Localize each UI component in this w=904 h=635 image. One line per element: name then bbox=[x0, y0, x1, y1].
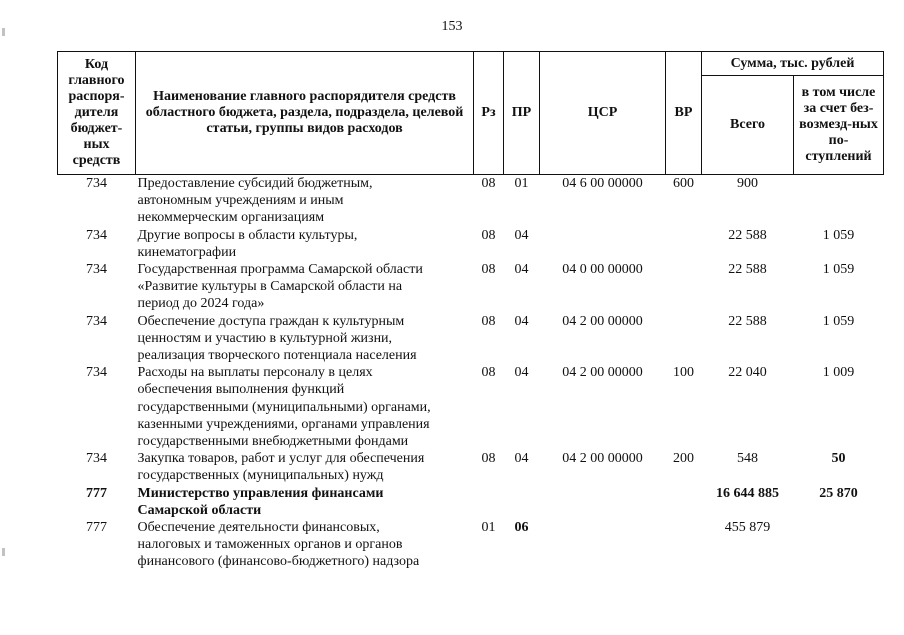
cell-rz: 08 bbox=[481, 313, 496, 329]
cell-vr bbox=[666, 261, 702, 313]
cell-total: 22 588 bbox=[728, 227, 767, 243]
cell-name: Обеспечение доступа граждан к культурным ценностям и участию в культурной жизни, реализация творческого потенциала населения bbox=[137, 313, 417, 364]
cell-pr: 04 bbox=[514, 262, 529, 278]
cell-free: 25 870 bbox=[819, 485, 858, 501]
cell-free: 1 059 bbox=[822, 313, 855, 329]
cell-code: 734 bbox=[86, 227, 107, 243]
header-total: Всего bbox=[702, 76, 794, 175]
header-pr: ПР bbox=[504, 52, 540, 175]
cell-rz: 08 bbox=[481, 176, 496, 191]
cell-total: 22 588 bbox=[728, 313, 767, 329]
cell-name: Министерство управления финансами Самарской области bbox=[137, 485, 384, 518]
cell-csr: 04 2 00 00000 bbox=[562, 451, 643, 467]
cell-name: Предоставление субсидий бюджетным, автономным учреждениям и иным некоммерческим организациям bbox=[137, 176, 373, 226]
cell-rz: 08 bbox=[481, 451, 496, 467]
cell-free: 1 009 bbox=[822, 365, 855, 381]
cell-name: Государственная программа Самарской области «Развитие культуры в Самарской области на период до 2024 года» bbox=[137, 262, 423, 312]
scan-edge-mark bbox=[2, 28, 5, 36]
cell-code: 734 bbox=[86, 176, 107, 191]
cell-total: 22 040 bbox=[728, 365, 767, 381]
cell-csr: 04 6 00 00000 bbox=[562, 176, 643, 191]
cell-rz: 01 bbox=[481, 520, 496, 536]
cell-total: 900 bbox=[737, 176, 758, 191]
cell-name: Другие вопросы в области культуры, кинематографии bbox=[137, 227, 358, 260]
cell-vr bbox=[666, 313, 702, 365]
cell-free: 1 059 bbox=[822, 262, 855, 278]
header-code: Код главного распоря-дителя бюджет-ных средств bbox=[58, 52, 136, 175]
table-row bbox=[58, 485, 884, 519]
cell-vr: 600 bbox=[673, 176, 694, 191]
cell-csr: 04 0 00 00000 bbox=[562, 262, 643, 278]
scan-edge-mark bbox=[2, 548, 5, 556]
cell-total: 548 bbox=[737, 451, 758, 467]
cell-name: Обеспечение деятельности финансовых, налоговых и таможенных органов и органов финансового (финансово-бюджетного) надзора bbox=[137, 520, 420, 570]
cell-free: 50 bbox=[831, 451, 846, 467]
cell-name: Закупка товаров, работ и услуг для обеспечения государственных (муниципальных) нужд bbox=[137, 451, 425, 484]
cell-total: 16 644 885 bbox=[716, 485, 779, 501]
table-row bbox=[58, 519, 884, 571]
cell-pr: 04 bbox=[514, 451, 529, 467]
cell-code: 734 bbox=[86, 262, 107, 278]
cell-name: Расходы на выплаты персоналу в целях обеспечения выполнения функций государственными (муниципальными) органами, казенными учреждениями, органами управления государственными внебюджетными фондами bbox=[137, 365, 431, 450]
cell-vr bbox=[666, 485, 702, 519]
cell-code: 734 bbox=[86, 451, 107, 467]
table-row bbox=[58, 227, 884, 261]
budget-table bbox=[57, 51, 884, 571]
table-row bbox=[58, 175, 884, 227]
cell-total: 455 879 bbox=[724, 520, 771, 536]
cell-pr: 04 bbox=[514, 313, 529, 329]
cell-vr bbox=[666, 519, 702, 571]
cell-csr bbox=[540, 485, 666, 519]
table-row bbox=[58, 313, 884, 365]
cell-pr: 04 bbox=[514, 227, 529, 243]
table-body bbox=[58, 175, 884, 571]
cell-free bbox=[794, 175, 884, 227]
cell-csr: 04 2 00 00000 bbox=[562, 365, 643, 381]
header-name: Наименование главного распорядителя средств областного бюджета, раздела, подраздела, целевой статьи, группы видов расходов bbox=[136, 52, 474, 175]
cell-vr: 100 bbox=[673, 365, 694, 381]
cell-vr bbox=[666, 227, 702, 261]
cell-csr bbox=[540, 519, 666, 571]
header-csr: ЦСР bbox=[540, 52, 666, 175]
cell-total: 22 588 bbox=[728, 262, 767, 278]
cell-csr bbox=[540, 227, 666, 261]
cell-pr: 06 bbox=[514, 520, 529, 536]
cell-code: 777 bbox=[86, 485, 107, 501]
cell-rz: 08 bbox=[481, 365, 496, 381]
table-row bbox=[58, 364, 884, 450]
cell-pr: 01 bbox=[514, 176, 529, 191]
cell-code: 734 bbox=[86, 313, 107, 329]
cell-rz: 08 bbox=[481, 262, 496, 278]
table-row bbox=[58, 450, 884, 484]
cell-code: 734 bbox=[86, 365, 107, 381]
cell-pr: 04 bbox=[514, 365, 529, 381]
cell-pr bbox=[504, 485, 540, 519]
cell-vr: 200 bbox=[673, 451, 694, 467]
cell-csr: 04 2 00 00000 bbox=[562, 313, 643, 329]
cell-free bbox=[794, 519, 884, 571]
header-free: в том числе за счет без-возмезд-ных по-ступлений bbox=[794, 76, 884, 175]
cell-free: 1 059 bbox=[822, 227, 855, 243]
header-rz: Рз bbox=[474, 52, 504, 175]
cell-rz bbox=[474, 485, 504, 519]
page-number: 153 bbox=[441, 19, 463, 34]
cell-rz: 08 bbox=[481, 227, 496, 243]
cell-code: 777 bbox=[86, 520, 107, 536]
table-row bbox=[58, 261, 884, 313]
header-vr: ВР bbox=[666, 52, 702, 175]
header-sum: Сумма, тыс. рублей bbox=[702, 52, 884, 76]
